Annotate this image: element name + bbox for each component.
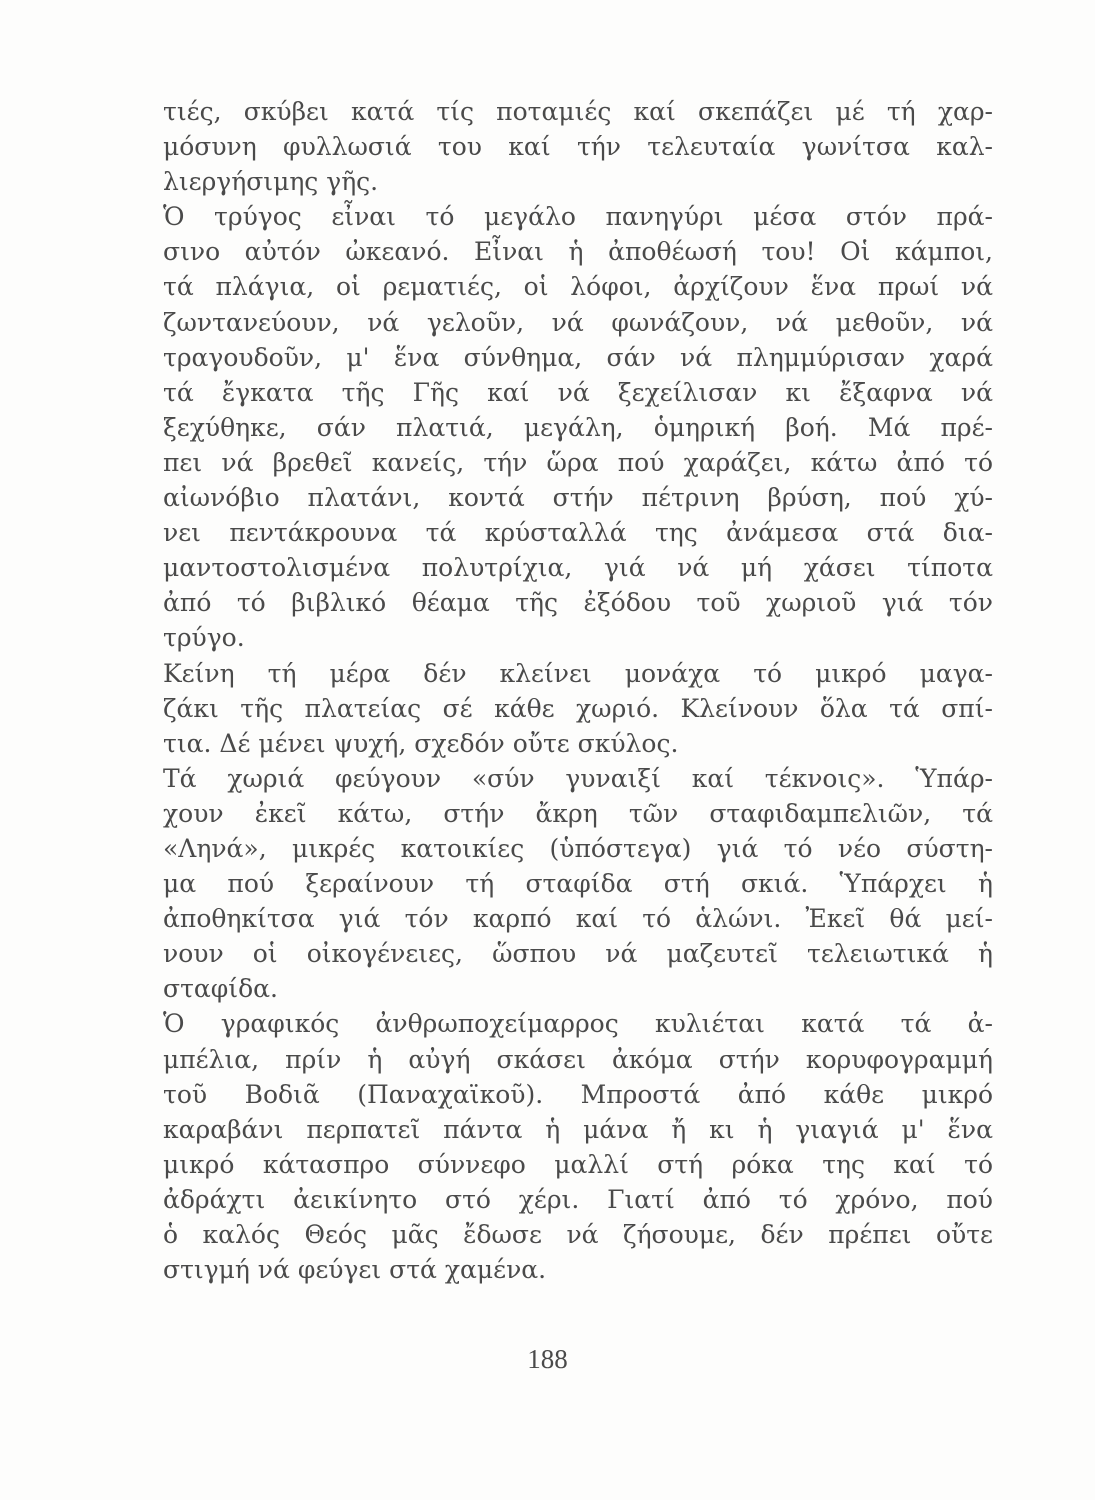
text-line: ἀποθηκίτσα γιά τόν καρπό καί τό ἁλώνι. Ἐκεῖ θά μεί- [163,904,993,934]
text-line: «Ληνά», μικρές κατοικίες (ὑπόστεγα) γιά τό νέο σύστη- [163,833,993,863]
text-line: ὁ καλός Θεός μᾶς ἔδωσε νά ζήσουμε, δέν πρέπει οὔτε [163,1220,993,1249]
text-line: νει πεντάκρουνα τά κρύσταλλά της ἀνάμεσα στά δια- [163,518,993,548]
text-line: τραγουδοῦν, μ' ἕνα σύνθημα, σάν νά πλημμύρισαν χαρά [163,342,993,372]
text-line: στιγμή νά φεύγει στά χαμένα. [163,1255,547,1285]
text-line: πει νά βρεθεῖ κανείς, τήν ὥρα πού χαράζει, κάτω ἀπό τό [163,447,993,477]
text-line: νουν οἱ οἰκογένειες, ὥσπου νά μαζευτεῖ τελειωτικά ἡ [163,939,993,969]
text-line: τά πλάγια, οἱ ρεματιές, οἱ λόφοι, ἀρχίζουν ἕνα πρωί νά [163,272,993,302]
text-line: μαντοστολισμένα πολυτρίχια, γιά νά μή χάσει τίποτα [163,553,993,583]
text-line: Ὁ γραφικός ἀνθρωποχείμαρρος κυλιέται κατά τά ἀ- [163,1009,993,1039]
text-line: Τά χωριά φεύγουν «σύν γυναιξί καί τέκνοις». Ὑπάρ- [163,763,993,793]
text-line: Κείνη τή μέρα δέν κλείνει μονάχα τό μικρό μαγα- [163,658,993,688]
text-line: τια. Δέ μένει ψυχή, σχεδόν οὔτε σκύλος. [163,728,679,758]
text-line: τρύγο. [163,623,245,653]
text-line: λιεργήσιμης γῆς. [163,167,379,197]
text-line: σινο αὐτόν ὠκεανό. Εἶναι ἡ ἀποθέωσή του! Οἱ κάμποι, [163,237,993,267]
text-line: τοῦ Βοδιᾶ (Παναχαϊκοῦ). Μπροστά ἀπό κάθε μικρό [163,1079,993,1109]
text-line: σταφίδα. [163,974,278,1004]
text-line: ἀπό τό βιβλικό θέαμα τῆς ἐξόδου τοῦ χωριοῦ γιά τόν [163,588,993,618]
text-line: μα πού ξεραίνουν τή σταφίδα στή σκιά. Ὑπάρχει ἡ [163,869,993,899]
text-line: τιές, σκύβει κατά τίς ποταμιές καί σκεπάζει μέ τή χαρ- [163,97,993,126]
text-line: μόσυνη φυλλωσιά του καί τήν τελευταία γωνίτσα καλ- [163,132,993,162]
text-line: μπέλια, πρίν ἡ αὐγή σκάσει ἀκόμα στήν κορυφογραμμή [163,1044,993,1074]
text-line: μικρό κάτασπρο σύννεφο μαλλί στή ρόκα της καί τό [163,1149,993,1179]
page-number: 188 [527,1344,568,1374]
body-text [163,94,993,1287]
text-line: αἰωνόβιο πλατάνι, κοντά στήν πέτρινη βρύση, πού χύ- [163,483,993,513]
text-line: χουν ἐκεῖ κάτω, στήν ἄκρη τῶν σταφιδαμπελιῶν, τά [163,798,993,828]
text-line: ζωντανεύουν, νά γελοῦν, νά φωνάζουν, νά μεθοῦν, νά [163,307,993,337]
text-line: Ὁ τρύγος εἶναι τό μεγάλο πανηγύρι μέσα στόν πρά- [163,202,993,232]
text-line: ζάκι τῆς πλατείας σέ κάθε χωριό. Κλείνουν ὅλα τά σπί- [163,693,993,723]
text-line: ἀδράχτι ἀεικίνητο στό χέρι. Γιατί ἀπό τό χρόνο, πού [163,1184,993,1214]
text-line: καραβάνι περπατεῖ πάντα ἡ μάνα ἤ κι ἡ γιαγιά μ' ἕνα [163,1114,993,1144]
text-line: ξεχύθηκε, σάν πλατιά, μεγάλη, ὁμηρική βοή. Μά πρέ- [163,412,993,442]
text-line: τά ἔγκατα τῆς Γῆς καί νά ξεχείλισαν κι ἔξαφνα νά [163,377,993,407]
